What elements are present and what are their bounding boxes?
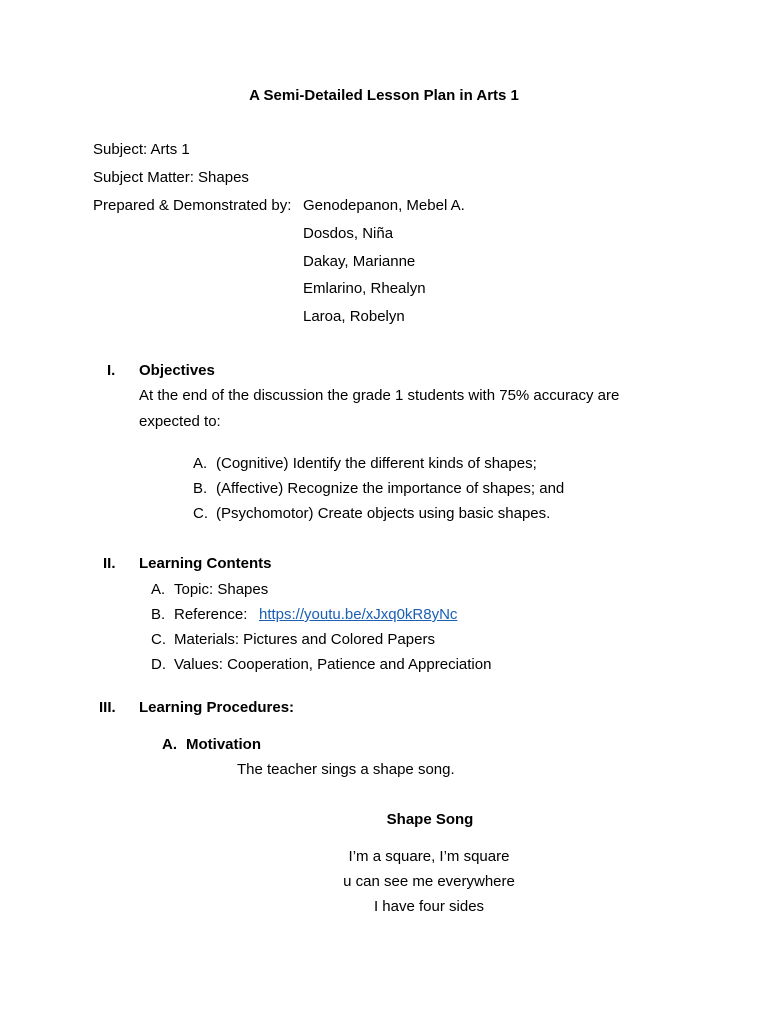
content-letter: A.: [151, 581, 166, 598]
objective-item: (Psychomotor) Create objects using basic shapes.: [216, 505, 551, 522]
content-item: Values: Cooperation, Patience and Appreciation: [174, 656, 492, 673]
content-item: Materials: Pictures and Colored Papers: [174, 631, 435, 648]
song-line: u can see me everywhere: [343, 873, 515, 890]
section-numeral: II.: [103, 555, 116, 572]
song-line: I’m a square, I’m square: [348, 848, 510, 865]
subject-line: Subject: Arts 1: [93, 141, 190, 158]
motivation-text: The teacher sings a shape song.: [237, 761, 455, 778]
objective-letter: B.: [193, 480, 208, 497]
objectives-heading: Objectives: [139, 362, 215, 379]
song-title: Shape Song: [386, 811, 474, 828]
objectives-intro: expected to:: [139, 413, 221, 430]
content-letter: D.: [151, 656, 166, 673]
subject-matter-line: Subject Matter: Shapes: [93, 169, 249, 186]
objective-item: (Cognitive) Identify the different kinds of shapes;: [216, 455, 537, 472]
author-name: Dosdos, Niña: [303, 225, 394, 242]
motivation-heading: Motivation: [186, 736, 261, 753]
section-numeral: I.: [107, 362, 116, 379]
section-numeral: III.: [99, 699, 116, 716]
objective-item: (Affective) Recognize the importance of shapes; and: [216, 480, 565, 497]
procedures-heading: Learning Procedures:: [139, 699, 295, 716]
reference-link[interactable]: https://youtu.be/xJxq0kR8yNc: [259, 606, 458, 623]
author-name: Genodepanon, Mebel A.: [303, 197, 465, 214]
content-letter: B.: [151, 606, 166, 623]
content-item: Topic: Shapes: [174, 581, 269, 598]
content-item: Reference:: [174, 606, 248, 623]
objectives-intro: At the end of the discussion the grade 1 students with 75% accuracy are: [139, 387, 620, 404]
objective-letter: A.: [193, 455, 208, 472]
document-title: A Semi-Detailed Lesson Plan in Arts 1: [249, 87, 519, 104]
content-letter: C.: [151, 631, 166, 648]
objective-letter: C.: [193, 505, 208, 522]
motivation-letter: A.: [162, 736, 177, 753]
contents-heading: Learning Contents: [139, 555, 272, 572]
song-line: I have four sides: [373, 898, 485, 915]
author-name: Laroa, Robelyn: [303, 308, 405, 325]
author-name: Emlarino, Rhealyn: [303, 280, 426, 297]
prepared-label: Prepared & Demonstrated by:: [93, 197, 292, 214]
author-name: Dakay, Marianne: [303, 253, 416, 270]
